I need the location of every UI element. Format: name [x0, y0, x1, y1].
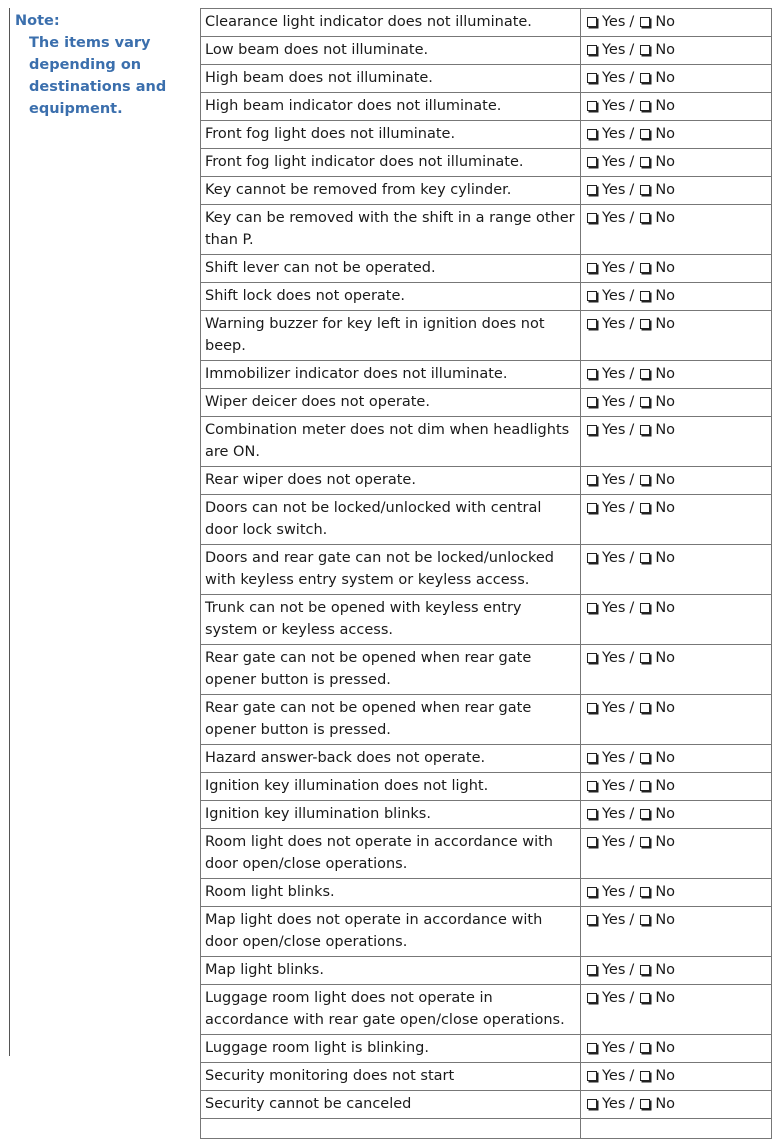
checklist-row: [201, 695, 772, 745]
no-label: No: [655, 550, 676, 566]
no-checkbox[interactable]: [640, 397, 650, 407]
yes-checkbox[interactable]: [587, 887, 597, 897]
yes-label: Yes: [602, 154, 626, 170]
yes-checkbox[interactable]: [587, 319, 597, 329]
symptom-text: Wiper deicer does not operate.: [201, 389, 581, 417]
symptom-text: Hazard answer-back does not operate.: [201, 745, 581, 773]
answer-separator: /: [629, 98, 635, 114]
answer-cell: [581, 311, 772, 361]
no-label: No: [655, 500, 676, 516]
checklist-row: [201, 177, 772, 205]
checklist-row: [201, 205, 772, 255]
yes-label: Yes: [602, 422, 626, 438]
yes-checkbox[interactable]: [587, 503, 597, 513]
no-label: No: [655, 750, 676, 766]
no-checkbox[interactable]: [640, 425, 650, 435]
yes-label: Yes: [602, 182, 626, 198]
yes-label: Yes: [602, 650, 626, 666]
symptom-text: Front fog light does not illuminate.: [201, 121, 581, 149]
yes-label: Yes: [602, 316, 626, 332]
symptom-text: Map light blinks.: [201, 957, 581, 985]
yes-checkbox[interactable]: [587, 73, 597, 83]
empty-row: [201, 1119, 772, 1139]
note-body: The items vary depending on destinations and equipment.: [29, 35, 167, 117]
answer-cell: [581, 495, 772, 545]
answer-separator: /: [629, 550, 635, 566]
symptom-text: Trunk can not be opened with keyless entry system or keyless access.: [201, 595, 581, 645]
checklist-row: [201, 37, 772, 65]
symptom-text: Doors can not be locked/unlocked with central door lock switch.: [201, 495, 581, 545]
no-checkbox[interactable]: [640, 965, 650, 975]
no-checkbox[interactable]: [640, 753, 650, 763]
no-label: No: [655, 990, 676, 1006]
checklist-row: [201, 879, 772, 907]
yes-checkbox[interactable]: [587, 837, 597, 847]
no-label: No: [655, 472, 676, 488]
checklist-row: [201, 829, 772, 879]
no-checkbox[interactable]: [640, 185, 650, 195]
yes-label: Yes: [602, 126, 626, 142]
answer-separator: /: [629, 1096, 635, 1112]
no-label: No: [655, 1096, 676, 1112]
symptom-text: Ignition key illumination blinks.: [201, 801, 581, 829]
no-checkbox[interactable]: [640, 101, 650, 111]
yes-checkbox[interactable]: [587, 45, 597, 55]
answer-cell: [581, 1035, 772, 1063]
yes-label: Yes: [602, 806, 626, 822]
answer-separator: /: [629, 750, 635, 766]
empty-cell: [201, 1119, 581, 1139]
answer-cell: [581, 361, 772, 389]
answer-cell: [581, 1063, 772, 1091]
symptom-text: Low beam does not illuminate.: [201, 37, 581, 65]
yes-checkbox[interactable]: [587, 213, 597, 223]
no-label: No: [655, 366, 676, 382]
answer-cell: [581, 389, 772, 417]
yes-checkbox[interactable]: [587, 397, 597, 407]
answer-cell: [581, 829, 772, 879]
yes-checkbox[interactable]: [587, 157, 597, 167]
answer-separator: /: [629, 834, 635, 850]
yes-label: Yes: [602, 600, 626, 616]
checklist-row: [201, 93, 772, 121]
no-label: No: [655, 316, 676, 332]
no-checkbox[interactable]: [640, 993, 650, 1003]
no-label: No: [655, 42, 676, 58]
yes-label: Yes: [602, 210, 626, 226]
yes-checkbox[interactable]: [587, 965, 597, 975]
symptom-text: Warning buzzer for key left in ignition does not beep.: [201, 311, 581, 361]
no-label: No: [655, 962, 676, 978]
yes-checkbox[interactable]: [587, 425, 597, 435]
symptom-text: Clearance light indicator does not illuminate.: [201, 9, 581, 37]
symptom-text: High beam does not illuminate.: [201, 65, 581, 93]
no-label: No: [655, 70, 676, 86]
yes-label: Yes: [602, 70, 626, 86]
no-checkbox[interactable]: [640, 837, 650, 847]
symptom-text: Rear wiper does not operate.: [201, 467, 581, 495]
checklist-row: [201, 1035, 772, 1063]
checklist-row: [201, 255, 772, 283]
no-checkbox[interactable]: [640, 915, 650, 925]
yes-label: Yes: [602, 1040, 626, 1056]
answer-separator: /: [629, 806, 635, 822]
symptom-text: Room light blinks.: [201, 879, 581, 907]
no-label: No: [655, 394, 676, 410]
answer-cell: [581, 417, 772, 467]
yes-checkbox[interactable]: [587, 129, 597, 139]
answer-separator: /: [629, 650, 635, 666]
answer-cell: [581, 773, 772, 801]
checklist-row: [201, 801, 772, 829]
no-checkbox[interactable]: [640, 157, 650, 167]
yes-label: Yes: [602, 288, 626, 304]
answer-separator: /: [629, 700, 635, 716]
symptom-text: Immobilizer indicator does not illuminate.: [201, 361, 581, 389]
answer-cell: [581, 121, 772, 149]
yes-checkbox[interactable]: [587, 1043, 597, 1053]
answer-separator: /: [629, 990, 635, 1006]
no-label: No: [655, 700, 676, 716]
answer-separator: /: [629, 600, 635, 616]
no-checkbox[interactable]: [640, 1071, 650, 1081]
yes-checkbox[interactable]: [587, 753, 597, 763]
no-checkbox[interactable]: [640, 809, 650, 819]
no-label: No: [655, 600, 676, 616]
symptom-text: Room light does not operate in accordance with door open/close operations.: [201, 829, 581, 879]
symptom-text: High beam indicator does not illuminate.: [201, 93, 581, 121]
answer-cell: [581, 177, 772, 205]
yes-label: Yes: [602, 42, 626, 58]
symptom-text: Rear gate can not be opened when rear gate opener button is pressed.: [201, 695, 581, 745]
no-label: No: [655, 806, 676, 822]
no-label: No: [655, 14, 676, 30]
yes-checkbox[interactable]: [587, 475, 597, 485]
answer-separator: /: [629, 962, 635, 978]
answer-separator: /: [629, 422, 635, 438]
checklist-row: [201, 907, 772, 957]
answer-separator: /: [629, 394, 635, 410]
symptom-text: Security monitoring does not start: [201, 1063, 581, 1091]
no-checkbox[interactable]: [640, 369, 650, 379]
answer-separator: /: [629, 472, 635, 488]
yes-checkbox[interactable]: [587, 185, 597, 195]
checklist-row: [201, 495, 772, 545]
answer-cell: [581, 65, 772, 93]
answer-separator: /: [629, 70, 635, 86]
no-checkbox[interactable]: [640, 553, 650, 563]
no-label: No: [655, 288, 676, 304]
answer-separator: /: [629, 912, 635, 928]
answer-separator: /: [629, 1040, 635, 1056]
no-label: No: [655, 1040, 676, 1056]
checklist-row: [201, 1063, 772, 1091]
checklist-row: [201, 957, 772, 985]
no-checkbox[interactable]: [640, 603, 650, 613]
yes-label: Yes: [602, 500, 626, 516]
checklist-row: [201, 149, 772, 177]
no-checkbox[interactable]: [640, 703, 650, 713]
no-label: No: [655, 422, 676, 438]
no-checkbox[interactable]: [640, 45, 650, 55]
yes-label: Yes: [602, 834, 626, 850]
symptom-text: Shift lock does not operate.: [201, 283, 581, 311]
checklist-row: [201, 121, 772, 149]
symptom-text: Key cannot be removed from key cylinder.: [201, 177, 581, 205]
yes-checkbox[interactable]: [587, 603, 597, 613]
answer-cell: [581, 595, 772, 645]
answer-cell: [581, 467, 772, 495]
checklist-row: [201, 283, 772, 311]
yes-checkbox[interactable]: [587, 17, 597, 27]
checklist-row: [201, 417, 772, 467]
answer-cell: [581, 695, 772, 745]
symptom-text: Shift lever can not be operated.: [201, 255, 581, 283]
yes-checkbox[interactable]: [587, 781, 597, 791]
checklist-row: [201, 311, 772, 361]
answer-separator: /: [629, 778, 635, 794]
yes-label: Yes: [602, 912, 626, 928]
symptom-text: Front fog light indicator does not illuminate.: [201, 149, 581, 177]
answer-cell: [581, 745, 772, 773]
checklist-row: [201, 985, 772, 1035]
no-label: No: [655, 884, 676, 900]
no-label: No: [655, 210, 676, 226]
symptom-text: Doors and rear gate can not be locked/unlocked with keyless entry system or keyless access.: [201, 545, 581, 595]
no-checkbox[interactable]: [640, 17, 650, 27]
yes-checkbox[interactable]: [587, 369, 597, 379]
no-checkbox[interactable]: [640, 887, 650, 897]
no-checkbox[interactable]: [640, 1043, 650, 1053]
yes-checkbox[interactable]: [587, 1099, 597, 1109]
no-checkbox[interactable]: [640, 781, 650, 791]
answer-cell: [581, 879, 772, 907]
yes-label: Yes: [602, 884, 626, 900]
yes-label: Yes: [602, 260, 626, 276]
checklist-row: [201, 745, 772, 773]
checklist-row: [201, 595, 772, 645]
answer-separator: /: [629, 126, 635, 142]
answer-separator: /: [629, 884, 635, 900]
yes-label: Yes: [602, 472, 626, 488]
yes-label: Yes: [602, 394, 626, 410]
yes-label: Yes: [602, 700, 626, 716]
yes-label: Yes: [602, 750, 626, 766]
answer-cell: [581, 205, 772, 255]
checklist-row: [201, 645, 772, 695]
answer-separator: /: [629, 210, 635, 226]
no-checkbox[interactable]: [640, 653, 650, 663]
answer-cell: [581, 93, 772, 121]
answer-cell: [581, 907, 772, 957]
no-checkbox[interactable]: [640, 291, 650, 301]
yes-checkbox[interactable]: [587, 263, 597, 273]
yes-label: Yes: [602, 962, 626, 978]
answer-separator: /: [629, 14, 635, 30]
answer-cell: [581, 149, 772, 177]
no-label: No: [655, 912, 676, 928]
yes-checkbox[interactable]: [587, 653, 597, 663]
yes-label: Yes: [602, 990, 626, 1006]
symptom-text: Security cannot be canceled: [201, 1091, 581, 1119]
answer-separator: /: [629, 288, 635, 304]
note-block: [15, 10, 190, 120]
no-label: No: [655, 154, 676, 170]
answer-separator: /: [629, 42, 635, 58]
checklist-row: [201, 9, 772, 37]
answer-cell: [581, 545, 772, 595]
checklist-row: [201, 773, 772, 801]
no-label: No: [655, 778, 676, 794]
no-label: No: [655, 834, 676, 850]
no-label: No: [655, 126, 676, 142]
answer-cell: [581, 255, 772, 283]
answer-cell: [581, 9, 772, 37]
answer-separator: /: [629, 260, 635, 276]
yes-checkbox[interactable]: [587, 291, 597, 301]
checklist-row: [201, 389, 772, 417]
yes-checkbox[interactable]: [587, 915, 597, 925]
symptom-text: Map light does not operate in accordance with door open/close operations.: [201, 907, 581, 957]
yes-checkbox[interactable]: [587, 993, 597, 1003]
note-title: Note:: [15, 13, 60, 29]
answer-separator: /: [629, 154, 635, 170]
symptom-text: Rear gate can not be opened when rear gate opener button is pressed.: [201, 645, 581, 695]
symptom-text: Ignition key illumination does not light.: [201, 773, 581, 801]
answer-cell: [581, 801, 772, 829]
answer-cell: [581, 957, 772, 985]
answer-cell: [581, 985, 772, 1035]
symptom-checklist-table: [200, 8, 772, 1139]
checklist-row: [201, 65, 772, 93]
left-border-rule: [9, 8, 10, 1056]
no-label: No: [655, 260, 676, 276]
yes-label: Yes: [602, 550, 626, 566]
yes-checkbox[interactable]: [587, 101, 597, 111]
no-label: No: [655, 650, 676, 666]
no-checkbox[interactable]: [640, 1099, 650, 1109]
answer-cell: [581, 1091, 772, 1119]
symptom-text: Key can be removed with the shift in a range other than P.: [201, 205, 581, 255]
answer-cell: [581, 37, 772, 65]
no-label: No: [655, 182, 676, 198]
yes-label: Yes: [602, 1096, 626, 1112]
yes-checkbox[interactable]: [587, 703, 597, 713]
no-checkbox[interactable]: [640, 129, 650, 139]
answer-separator: /: [629, 182, 635, 198]
yes-checkbox[interactable]: [587, 1071, 597, 1081]
yes-label: Yes: [602, 14, 626, 30]
checklist-row: [201, 545, 772, 595]
yes-label: Yes: [602, 98, 626, 114]
answer-cell: [581, 283, 772, 311]
checklist-row: [201, 467, 772, 495]
yes-label: Yes: [602, 1068, 626, 1084]
symptom-text: Luggage room light is blinking.: [201, 1035, 581, 1063]
answer-separator: /: [629, 1068, 635, 1084]
no-checkbox[interactable]: [640, 213, 650, 223]
checklist-row: [201, 1091, 772, 1119]
symptom-text: Combination meter does not dim when headlights are ON.: [201, 417, 581, 467]
no-checkbox[interactable]: [640, 263, 650, 273]
answer-separator: /: [629, 500, 635, 516]
checklist-row: [201, 361, 772, 389]
answer-separator: /: [629, 366, 635, 382]
answer-separator: /: [629, 316, 635, 332]
symptom-text: Luggage room light does not operate in accordance with rear gate open/close operations.: [201, 985, 581, 1035]
yes-label: Yes: [602, 366, 626, 382]
no-label: No: [655, 1068, 676, 1084]
yes-checkbox[interactable]: [587, 553, 597, 563]
no-label: No: [655, 98, 676, 114]
yes-label: Yes: [602, 778, 626, 794]
no-checkbox[interactable]: [640, 503, 650, 513]
empty-cell: [581, 1119, 772, 1139]
yes-checkbox[interactable]: [587, 809, 597, 819]
answer-cell: [581, 645, 772, 695]
no-checkbox[interactable]: [640, 475, 650, 485]
no-checkbox[interactable]: [640, 73, 650, 83]
no-checkbox[interactable]: [640, 319, 650, 329]
